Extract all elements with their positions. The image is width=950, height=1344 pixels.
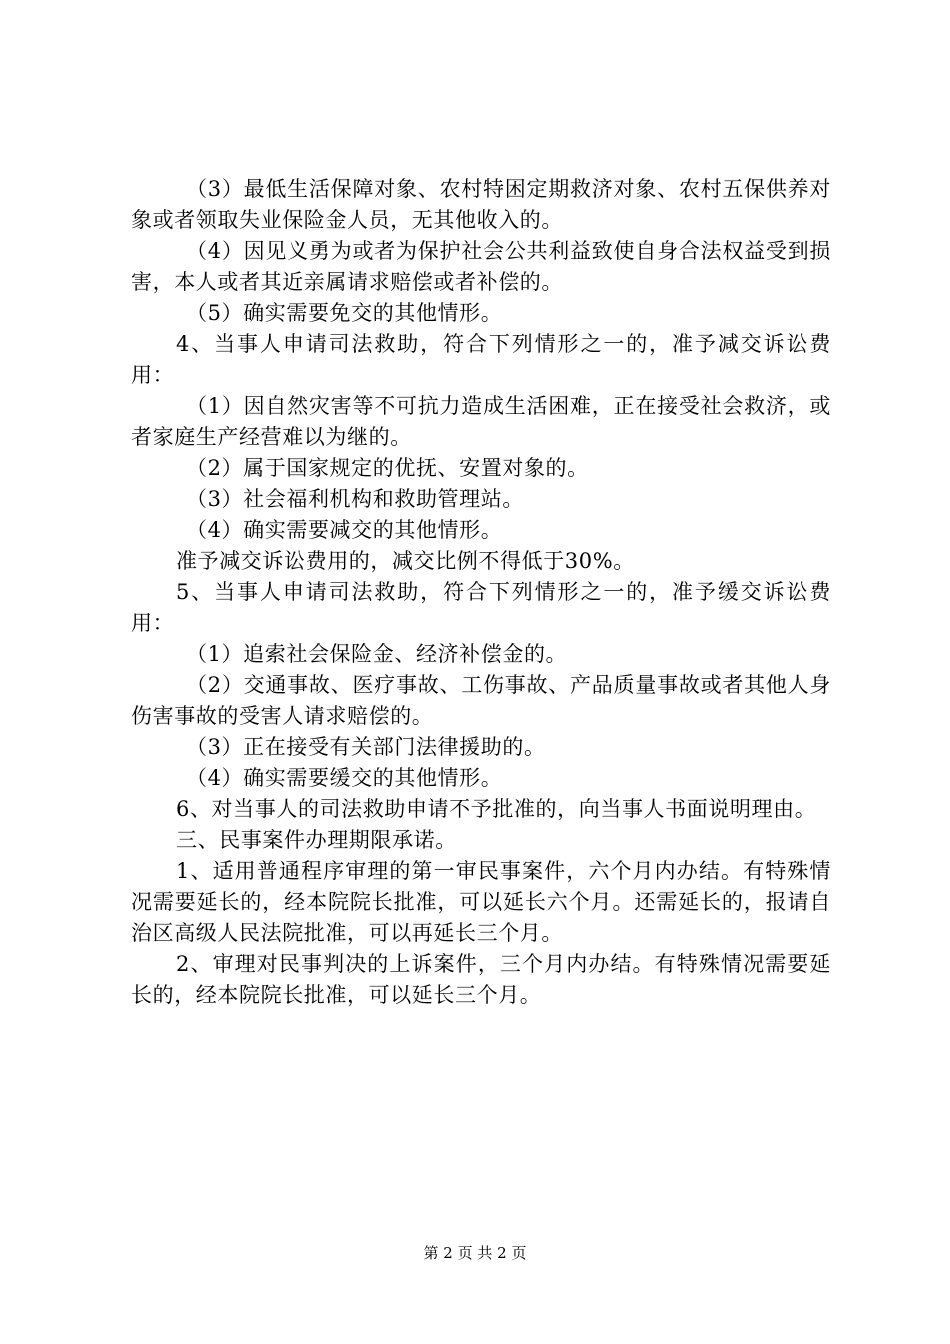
- paragraph: 2、审理对民事判决的上诉案件，三个月内办结。有特殊情况需要延长的，经本院院长批准，可以延长三个月。: [131, 952, 831, 1007]
- paragraph: （2）交通事故、医疗事故、工伤事故、产品质量事故或者其他人身伤害事故的受害人请求赔偿的。: [131, 673, 831, 728]
- document-body: [131, 174, 831, 1011]
- paragraph: （4）确实需要缓交的其他情形。: [186, 766, 503, 790]
- page-number: 第 2 页: [423, 1244, 473, 1262]
- paragraph: （4）因见义勇为或者为保护社会公共利益致使自身合法权益受到损害，本人或者其近亲属请求赔偿或者补偿的。: [131, 239, 831, 294]
- page-total: 共 2 页: [477, 1244, 527, 1262]
- paragraph: （3）社会福利机构和救助管理站。: [186, 487, 524, 511]
- section-heading: 三、民事案件办理期限承诺。: [176, 828, 457, 852]
- paragraph: （5）确实需要免交的其他情形。: [186, 301, 503, 325]
- paragraph: 6、对当事人的司法救助申请不予批准的，向当事人书面说明理由。: [176, 797, 817, 821]
- paragraph: 4、当事人申请司法救助，符合下列情形之一的，准予减交诉讼费用：: [131, 332, 831, 387]
- paragraph: 准予减交诉讼费用的，减交比例不得低于30%。: [176, 549, 635, 573]
- paragraph: 1、适用普通程序审理的第一审民事案件，六个月内办结。有特殊情况需要延长的，经本院院长批准，可以延长六个月。还需延长的，报请自治区高级人民法院批准，可以再延长三个月。: [131, 859, 831, 945]
- paragraph: 5、当事人申请司法救助，符合下列情形之一的，准予缓交诉讼费用：: [131, 580, 831, 635]
- paragraph: （1）追索社会保险金、经济补偿金的。: [186, 642, 568, 666]
- paragraph: （4）确实需要减交的其他情形。: [186, 518, 503, 542]
- paragraph: （3）正在接受有关部门法律援助的。: [186, 735, 546, 759]
- paragraph: （1）因自然灾害等不可抗力造成生活困难，正在接受社会救济，或者家庭生产经营难以为继的。: [131, 394, 831, 449]
- page-footer: [0, 1243, 950, 1263]
- paragraph: （3）最低生活保障对象、农村特困定期救济对象、农村五保供养对象或者领取失业保险金人员，无其他收入的。: [131, 177, 831, 232]
- paragraph: （2）属于国家规定的优抚、安置对象的。: [186, 456, 589, 480]
